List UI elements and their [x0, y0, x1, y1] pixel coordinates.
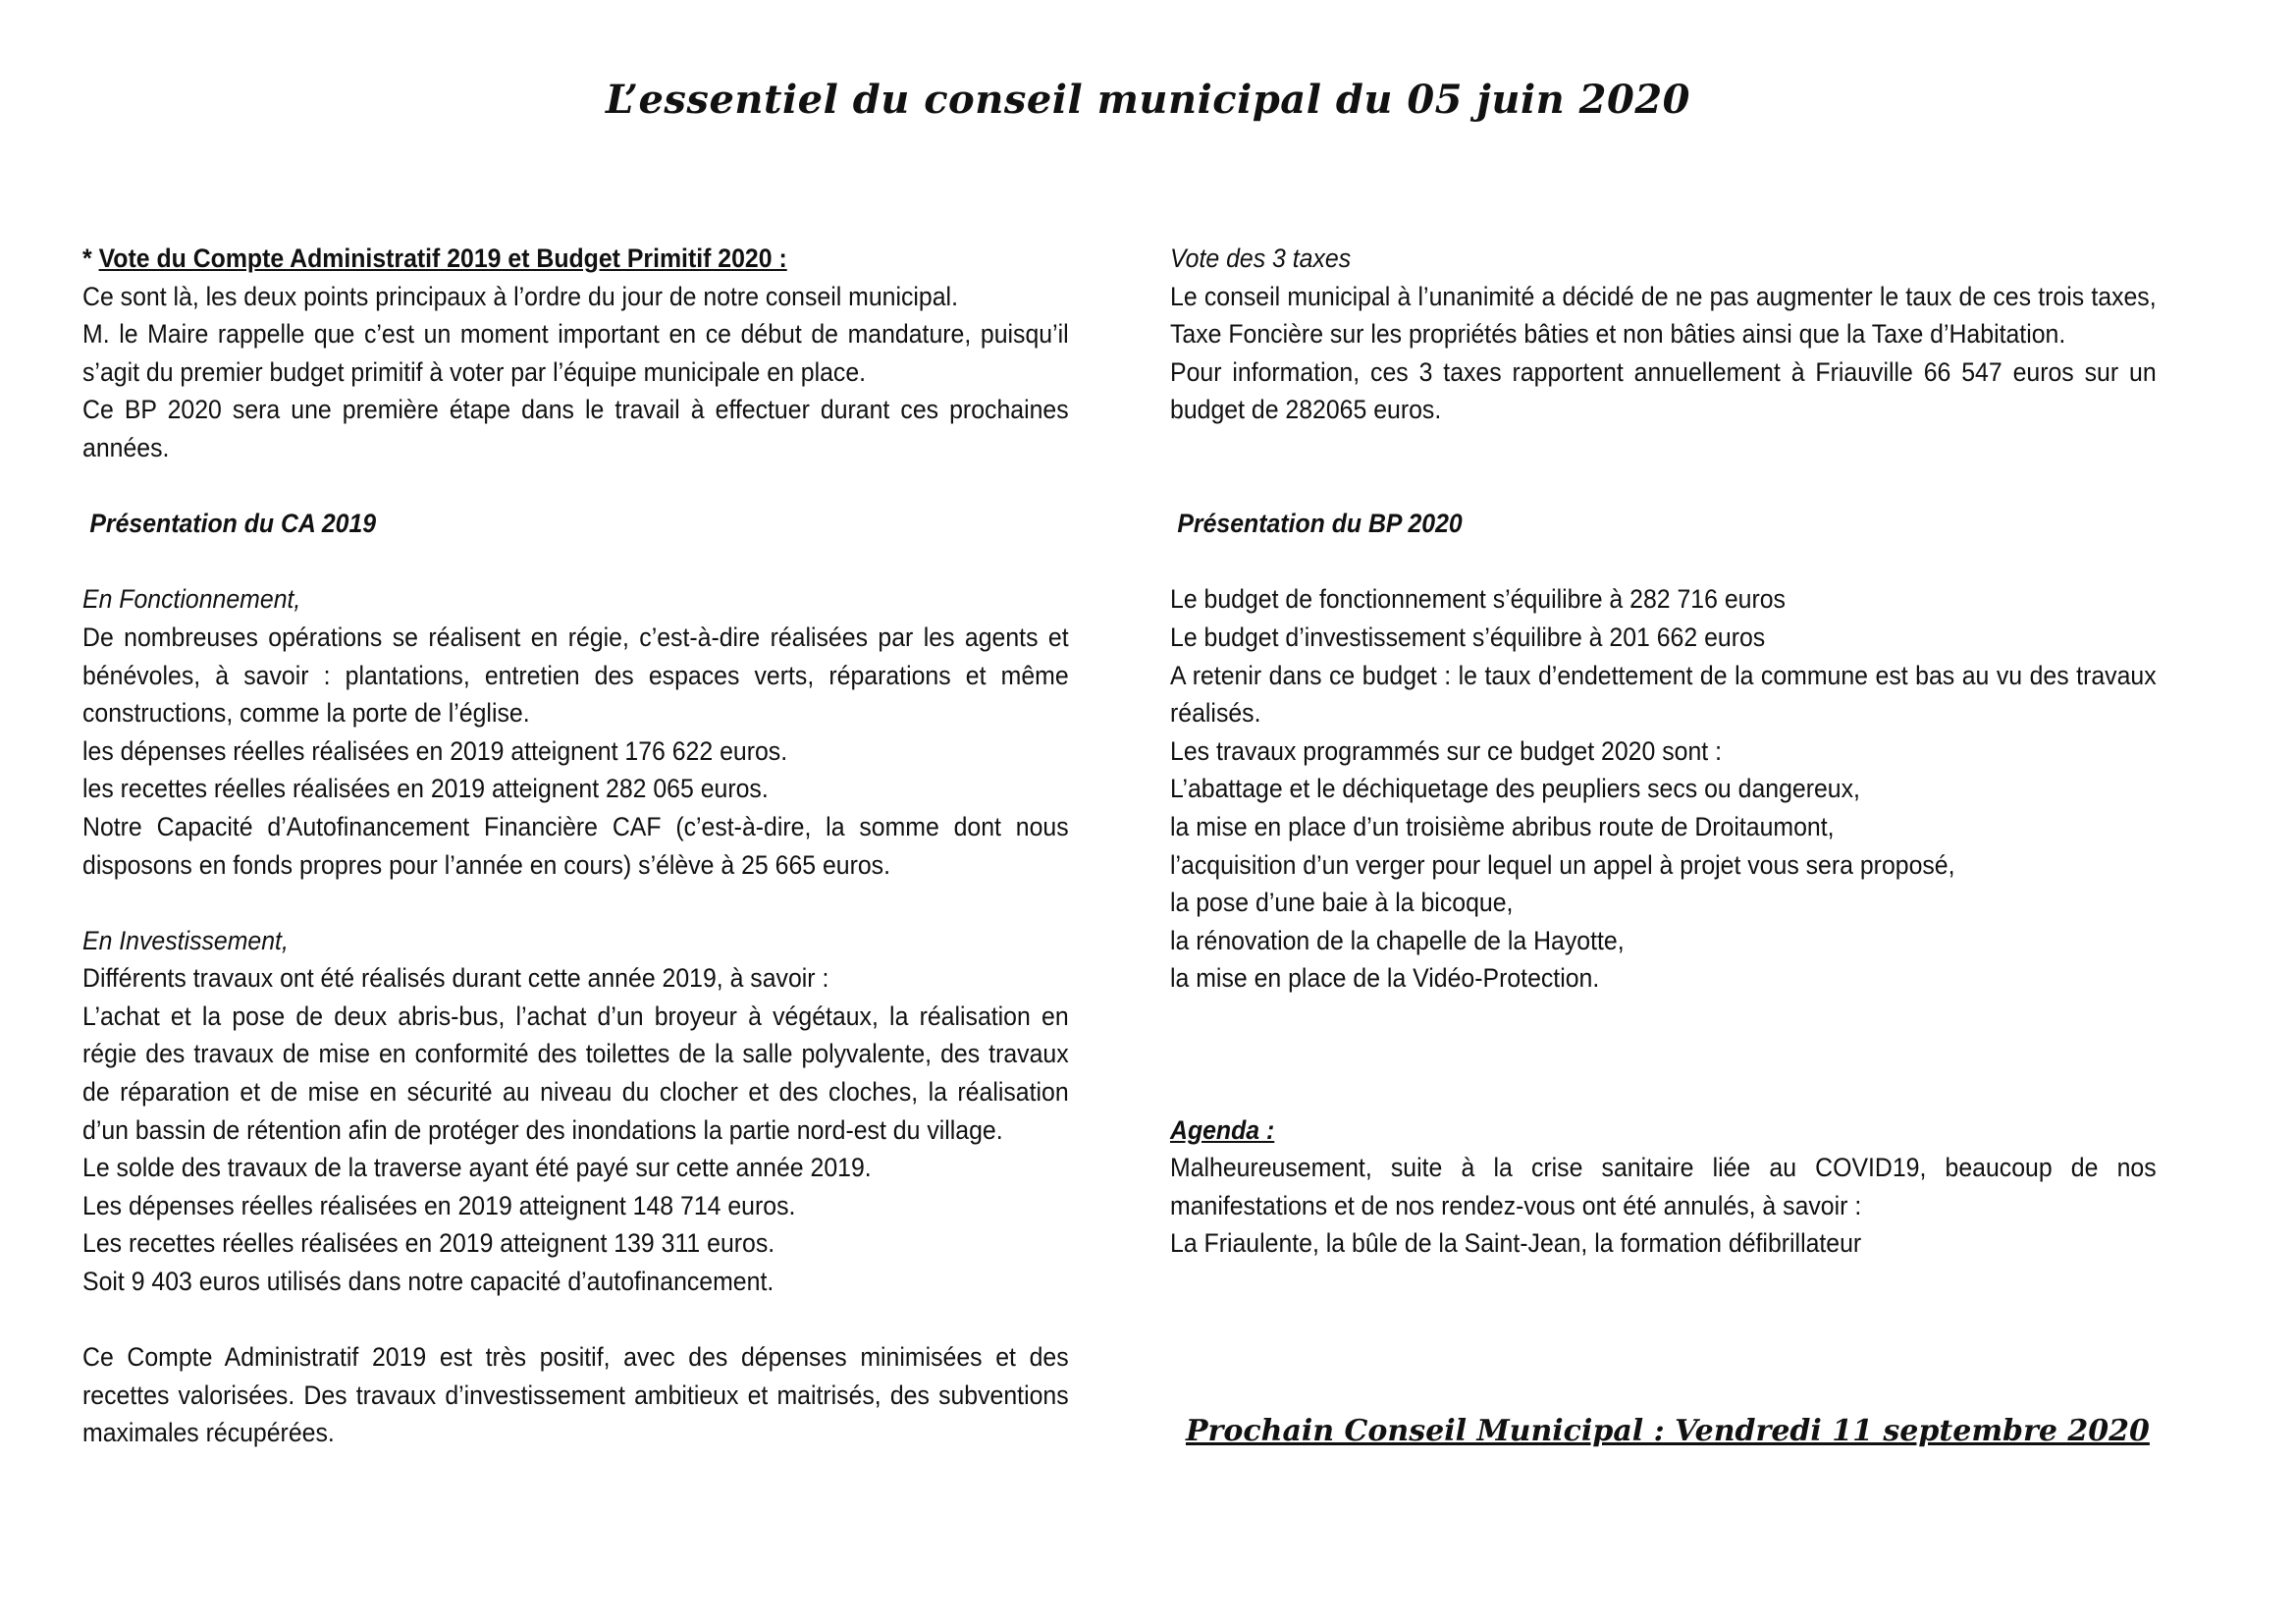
agenda-paragraph: Malheureusement, suite à la crise sanitaire liée au COVID19, beaucoup de nos manifestations et de nos rendez-vous ont été annulés, à savoir : [1170, 1153, 2157, 1220]
fonctionnement-paragraph: De nombreuses opérations se réalisent en régie, c’est-à-dire réalisées par les agents et bénévoles, à savoir : plantations, entretien des espaces verts, réparations et même constructions, comme la porte de l’église. [82, 622, 1069, 729]
vote-heading-text: Vote du Compte Administratif 2019 et Budget Primitif 2020 : [98, 244, 787, 273]
investissement-paragraph: Soit 9 403 euros utilisés dans notre capacité d’autofinancement. [82, 1267, 774, 1297]
agenda-paragraph: La Friaulente, la bûle de la Saint-Jean, la formation défibrillateur [1170, 1228, 1862, 1259]
vote-bullet: * [82, 244, 99, 273]
investissement-heading: En Investissement, [82, 925, 289, 955]
bp-line: la mise en place de la Vidéo-Protection. [1170, 963, 1600, 994]
right-column [1170, 240, 2157, 1263]
bp-line: la mise en place d’un troisième abribus route de Droitaumont, [1170, 811, 1835, 841]
fonctionnement-paragraph: les recettes réelles réalisées en 2019 atteignent 282 065 euros. [82, 774, 769, 804]
bp-heading: Présentation du BP 2020 [1177, 509, 1463, 539]
left-column [82, 240, 1069, 1452]
fonctionnement-paragraph: les dépenses réelles réalisées en 2019 atteignent 176 622 euros. [82, 735, 788, 766]
agenda-heading: Agenda : [1170, 1114, 1275, 1145]
bp-line: la pose d’une baie à la bicoque, [1170, 888, 1514, 918]
bp-line: A retenir dans ce budget : le taux d’endettement de la commune est bas au vu des travaux réalisés. [1170, 660, 2157, 729]
taxes-paragraph: Le conseil municipal à l’unanimité a décidé de ne pas augmenter le taux de ces trois taxes, Taxe Foncière sur les propriétés bâties et non bâties ainsi que la Taxe d’Habitation. [1170, 281, 2157, 350]
vote-heading [82, 240, 1069, 278]
bp-line: l’acquisition d’un verger pour lequel un appel à projet vous sera proposé, [1170, 849, 1955, 880]
investissement-paragraph: Le solde des travaux de la traverse ayant été payé sur cette année 2019. [82, 1153, 872, 1183]
bp-line: Les travaux programmés sur ce budget 2020 sont : [1170, 735, 1722, 766]
intro-paragraph: M. le Maire rappelle que c’est un moment important en ce début de mandature, puisqu’il s’agit du premier budget primitif à voter par l’équipe municipale en place. [82, 319, 1069, 387]
bp-line: la rénovation de la chapelle de la Hayotte, [1170, 925, 1625, 955]
investissement-paragraph: Les dépenses réelles réalisées en 2019 atteignent 148 714 euros. [82, 1190, 796, 1220]
fonctionnement-heading: En Fonctionnement, [82, 584, 301, 615]
intro-paragraph: Ce BP 2020 sera une première étape dans le travail à effectuer durant ces prochaines années. [82, 395, 1069, 462]
investissement-paragraph: Les recettes réelles réalisées en 2019 atteignent 139 311 euros. [82, 1228, 775, 1259]
page-title: L’essentiel du conseil municipal du 05 juin 2020 [606, 77, 1690, 123]
investissement-paragraph: L’achat et la pose de deux abris-bus, l’achat d’un broyeur à végétaux, la réalisation en régie des travaux de mise en conformité des toilettes de la salle polyvalente, des travaux de réparation et de mise en sécurité au niveau du clocher et des cloches, la réalisation d’un bassin de rétention afin de protéger des inondations la partie nord-est du village. [82, 1001, 1069, 1145]
taxes-heading: Vote des 3 taxes [1170, 244, 1352, 273]
conclusion-paragraph: Ce Compte Administratif 2019 est très positif, avec des dépenses minimisées et des recettes valorisées. Des travaux d’investissement ambitieux et maitrisés, des subventions maximales récupérées. [82, 1342, 1069, 1448]
next-meeting: Prochain Conseil Municipal : Vendredi 11 septembre 2020 [1186, 1414, 2150, 1448]
bp-line: Le budget de fonctionnement s’équilibre à 282 716 euros [1170, 584, 1786, 615]
investissement-paragraph: Différents travaux ont été réalisés durant cette année 2019, à savoir : [82, 963, 829, 994]
bp-line: L’abattage et le déchiquetage des peupliers secs ou dangereux, [1170, 774, 1860, 804]
ca-heading: Présentation du CA 2019 [89, 509, 377, 539]
taxes-paragraph: Pour information, ces 3 taxes rapportent annuellement à Friauville 66 547 euros sur un budget de 282065 euros. [1170, 356, 2157, 425]
fonctionnement-paragraph: Notre Capacité d’Autofinancement Financière CAF (c’est-à-dire, la somme dont nous disposons en fonds propres pour l’année en cours) s’élève à 25 665 euros. [82, 811, 1069, 880]
bp-line: Le budget d’investissement s’équilibre à 201 662 euros [1170, 622, 1766, 652]
intro-paragraph: Ce sont là, les deux points principaux à l’ordre du jour de notre conseil municipal. [82, 281, 958, 311]
